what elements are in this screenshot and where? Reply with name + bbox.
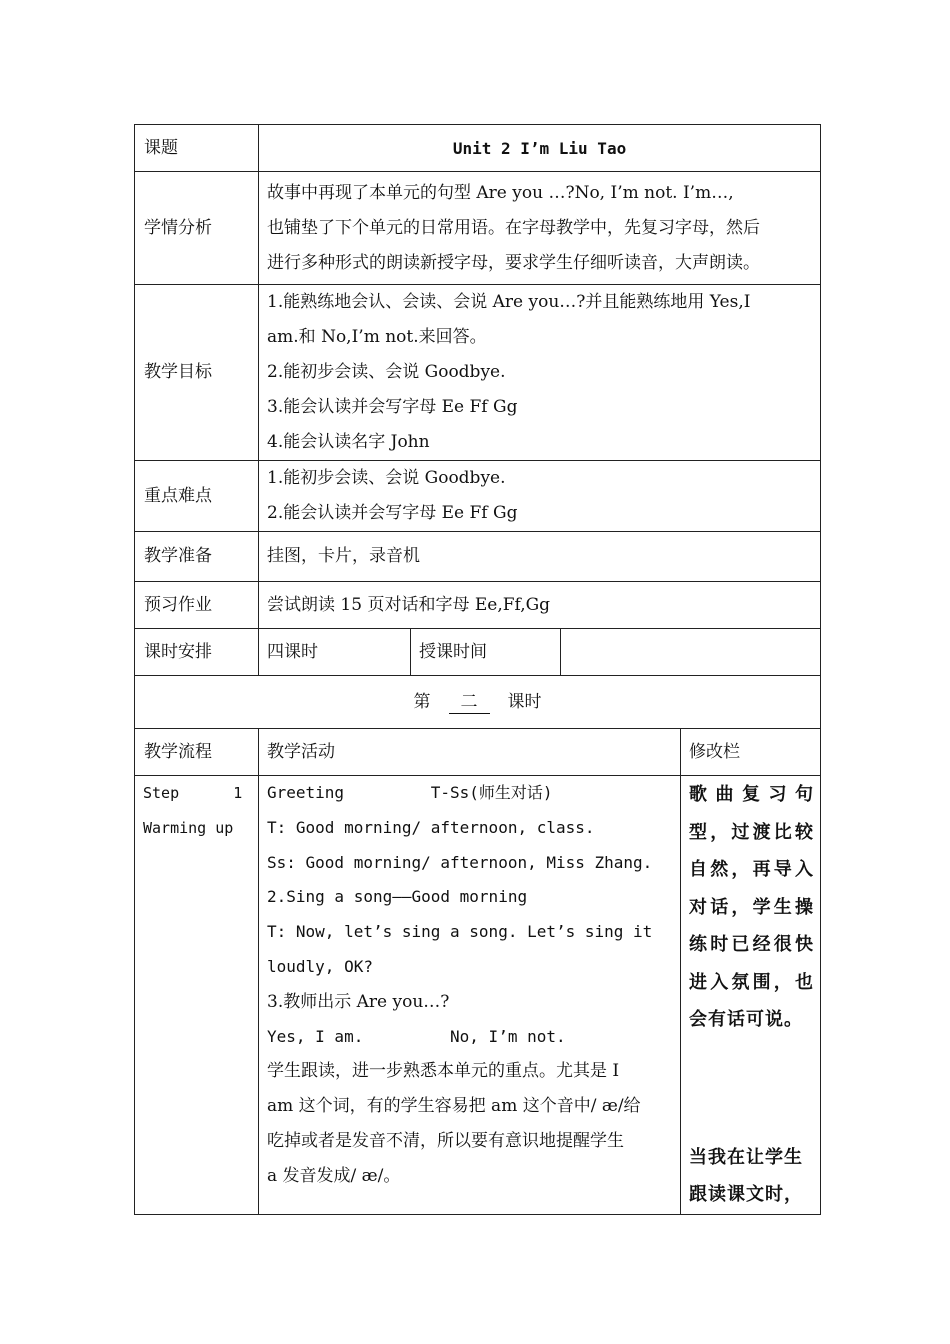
preview-label: 预习作业	[135, 582, 259, 629]
schedule-label: 课时安排	[135, 629, 259, 676]
activity-line: Ss: Good morning/ afternoon, Miss Zhang.	[267, 852, 653, 872]
row-schedule	[135, 629, 821, 676]
row-flow-header	[135, 729, 821, 776]
goal-line: 2.能初步会读、会说 Goodbye.	[267, 362, 506, 382]
revision-line: 自然，再导入	[689, 859, 815, 880]
period-heading	[135, 676, 821, 729]
row-period	[135, 676, 821, 729]
row-preparation	[135, 532, 821, 582]
step-title: Warming up	[143, 819, 234, 837]
title-label: 课题	[135, 125, 259, 172]
revision-content	[681, 776, 821, 1215]
key-point-line: 2.能会认读并会写字母 Ee Ff Gg	[267, 503, 518, 523]
preview-value: 尝试朗读 15 页对话和字母 Ee,Ff,Gg	[259, 582, 821, 629]
row-title	[135, 125, 821, 172]
revision-line: 会有话可说。	[689, 1009, 803, 1030]
step-number: Step 1	[143, 784, 243, 802]
time-label: 授课时间	[411, 629, 561, 676]
key-point-line: 1.能初步会读、会说 Goodbye.	[267, 468, 506, 488]
goals-label: 教学目标	[135, 285, 259, 461]
revision-line: 跟读课文时，	[689, 1184, 803, 1205]
activity-line: Yes, I am. No, I’m not.	[267, 1026, 566, 1046]
activity-line: 吃掉或者是发音不清，所以要有意识地提醒学生	[267, 1130, 624, 1151]
row-step-1	[135, 776, 821, 1215]
activity-content	[259, 776, 681, 1215]
row-goals	[135, 285, 821, 461]
goal-line: 1.能熟练地会认、会读、会说 Are you…?并且能熟练地用 Yes,I	[267, 292, 751, 312]
lesson-plan-page	[134, 124, 820, 1215]
activity-line: 3.教师出示 Are you…?	[267, 991, 450, 1012]
revision-line: 练时已经很快	[689, 934, 815, 955]
revision-gap	[689, 1039, 814, 1139]
preparation-value: 挂图，卡片，录音机	[259, 532, 821, 582]
goals-content	[259, 285, 821, 461]
row-key-points	[135, 461, 821, 532]
revision-header: 修改栏	[681, 729, 821, 776]
analysis-line: 故事中再现了本单元的句型 Are you …?No, I’m not. I’m…,	[267, 182, 734, 203]
revision-line: 进入氛围，也	[689, 971, 815, 993]
period-number: 二	[449, 691, 490, 714]
analysis-label: 学情分析	[135, 172, 259, 285]
step-cell	[135, 776, 259, 1215]
key-points-label: 重点难点	[135, 461, 259, 532]
activity-line: am 这个词，有的学生容易把 am 这个音中/ æ/给	[267, 1096, 641, 1117]
activity-line: loudly, OK?	[267, 956, 373, 976]
row-analysis	[135, 172, 821, 285]
activity-line: T: Now, let’s sing a song. Let’s sing it	[267, 922, 653, 942]
goal-line: am.和 No,I’m not.来回答。	[267, 327, 487, 347]
preparation-label: 教学准备	[135, 532, 259, 582]
flow-header: 教学流程	[135, 729, 259, 776]
period-prefix: 第	[413, 691, 431, 712]
revision-line: 当我在让学生	[689, 1146, 803, 1168]
lesson-title: Unit 2 I’m Liu Tao	[259, 125, 821, 172]
revision-line: 型，过渡比较	[689, 821, 815, 843]
revision-line: 歌曲复习句	[689, 784, 815, 805]
activity-line: 2.Sing a song——Good morning	[267, 887, 528, 907]
time-value	[561, 629, 821, 676]
analysis-line: 也铺垫了下个单元的日常用语。在字母教学中，先复习字母，然后	[267, 217, 760, 238]
activity-line: Greeting T-Ss(师生对话)	[267, 783, 553, 802]
analysis-content	[259, 172, 821, 285]
activity-line: 学生跟读，进一步熟悉本单元的重点。尤其是 I	[267, 1061, 620, 1082]
lesson-plan-table	[134, 124, 821, 1215]
revision-line: 对话，学生操	[689, 896, 815, 918]
period-suffix: 课时	[507, 691, 542, 712]
activity-line: T: Good morning/ afternoon, class.	[267, 817, 595, 837]
activity-header: 教学活动	[259, 729, 681, 776]
goal-line: 3.能会认读并会写字母 Ee Ff Gg	[267, 397, 518, 417]
analysis-line: 进行多种形式的朗读新授字母，要求学生仔细听读音，大声朗读。	[267, 252, 760, 273]
key-points-content	[259, 461, 821, 532]
activity-line: a 发音发成/ æ/。	[267, 1165, 401, 1186]
schedule-value: 四课时	[259, 629, 411, 676]
row-preview	[135, 582, 821, 629]
goal-line: 4.能会认读名字 John	[267, 432, 430, 452]
